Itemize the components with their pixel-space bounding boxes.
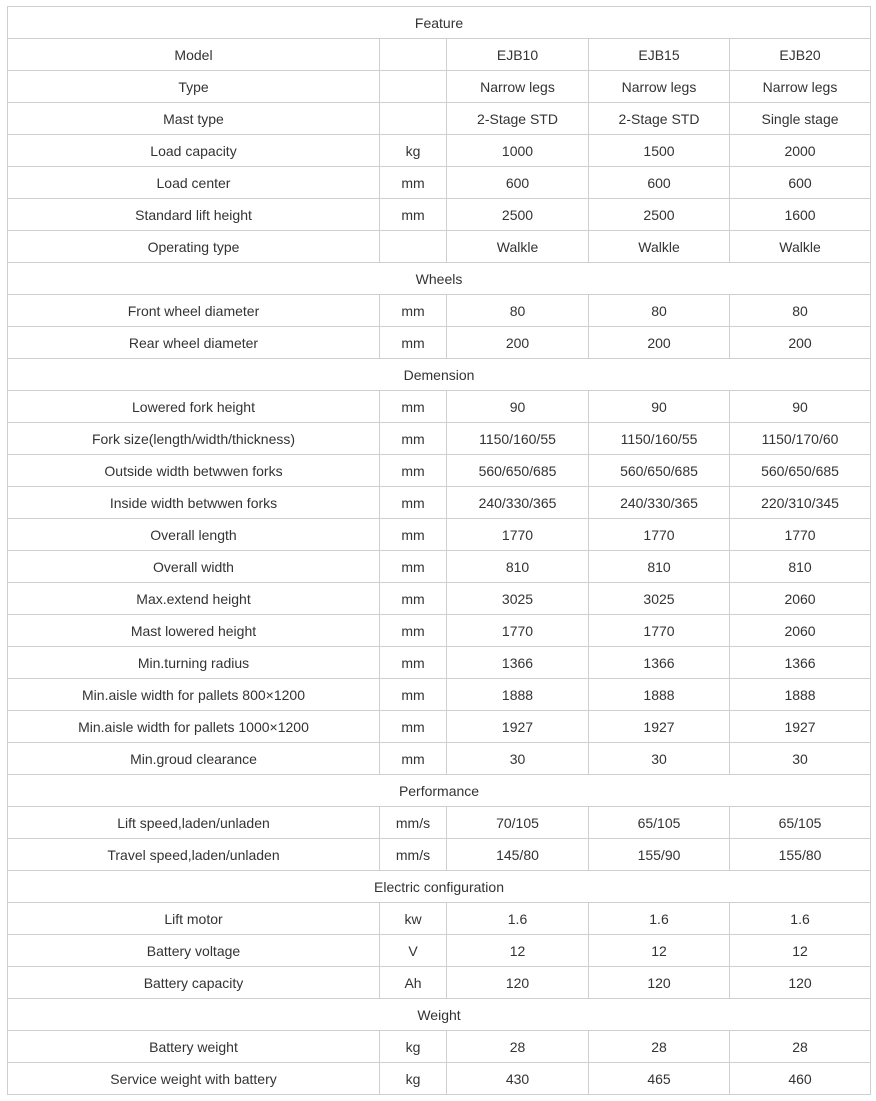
row-label: Service weight with battery <box>8 1063 380 1095</box>
value-cell-model-2: 2-Stage STD <box>589 103 730 135</box>
table-row <box>8 455 871 487</box>
row-unit: mm <box>380 199 447 231</box>
value-cell-model-2: 30 <box>589 743 730 775</box>
value-cell-model-3: 1150/170/60 <box>730 423 871 455</box>
row-unit: kg <box>380 1031 447 1063</box>
row-label: Lift speed,laden/unladen <box>8 807 380 839</box>
value-cell-model-3: 30 <box>730 743 871 775</box>
row-label: Load capacity <box>8 135 380 167</box>
row-unit: kg <box>380 1063 447 1095</box>
value-cell-model-1: 30 <box>447 743 589 775</box>
row-label: Min.groud clearance <box>8 743 380 775</box>
row-label: Battery capacity <box>8 967 380 999</box>
row-unit: kw <box>380 903 447 935</box>
value-cell-model-1: 3025 <box>447 583 589 615</box>
section-title: Wheels <box>8 263 871 295</box>
value-cell-model-1: 810 <box>447 551 589 583</box>
table-row <box>8 295 871 327</box>
value-cell-model-3: 1.6 <box>730 903 871 935</box>
value-cell-model-1: 1770 <box>447 519 589 551</box>
value-cell-model-1: 200 <box>447 327 589 359</box>
row-label: Type <box>8 71 380 103</box>
value-cell-model-1: 1.6 <box>447 903 589 935</box>
table-row <box>8 679 871 711</box>
value-cell-model-1: 12 <box>447 935 589 967</box>
section-title: Performance <box>8 775 871 807</box>
value-cell-model-1: 28 <box>447 1031 589 1063</box>
table-row <box>8 551 871 583</box>
value-cell-model-3: Single stage <box>730 103 871 135</box>
value-cell-model-3: 2060 <box>730 615 871 647</box>
spec-table <box>7 6 871 1095</box>
row-label: Lift motor <box>8 903 380 935</box>
row-unit: mm <box>380 391 447 423</box>
row-unit <box>380 103 447 135</box>
value-cell-model-1: 600 <box>447 167 589 199</box>
section-header-row <box>8 359 871 391</box>
value-cell-model-3: 600 <box>730 167 871 199</box>
table-row <box>8 39 871 71</box>
value-cell-model-2: 1770 <box>589 615 730 647</box>
row-label: Battery weight <box>8 1031 380 1063</box>
value-cell-model-2: 240/330/365 <box>589 487 730 519</box>
value-cell-model-2: Narrow legs <box>589 71 730 103</box>
table-row <box>8 135 871 167</box>
value-cell-model-3: Walkle <box>730 231 871 263</box>
table-row <box>8 647 871 679</box>
table-row <box>8 1063 871 1095</box>
table-row <box>8 103 871 135</box>
table-row <box>8 167 871 199</box>
table-row <box>8 231 871 263</box>
row-unit: mm <box>380 551 447 583</box>
row-label: Load center <box>8 167 380 199</box>
value-cell-model-3: 1366 <box>730 647 871 679</box>
row-unit <box>380 231 447 263</box>
row-label: Fork size(length/width/thickness) <box>8 423 380 455</box>
row-label: Max.extend height <box>8 583 380 615</box>
value-cell-model-3: EJB20 <box>730 39 871 71</box>
value-cell-model-2: 1888 <box>589 679 730 711</box>
value-cell-model-2: 1770 <box>589 519 730 551</box>
row-label: Overall length <box>8 519 380 551</box>
row-unit: mm <box>380 423 447 455</box>
section-header-row <box>8 775 871 807</box>
value-cell-model-2: 1366 <box>589 647 730 679</box>
value-cell-model-1: 1000 <box>447 135 589 167</box>
row-label: Inside width betwwen forks <box>8 487 380 519</box>
value-cell-model-2: 1150/160/55 <box>589 423 730 455</box>
value-cell-model-3: 65/105 <box>730 807 871 839</box>
value-cell-model-3: 810 <box>730 551 871 583</box>
value-cell-model-3: 80 <box>730 295 871 327</box>
table-row <box>8 519 871 551</box>
value-cell-model-1: 1366 <box>447 647 589 679</box>
row-label: Outside width betwwen forks <box>8 455 380 487</box>
value-cell-model-2: 65/105 <box>589 807 730 839</box>
row-label: Min.aisle width for pallets 800×1200 <box>8 679 380 711</box>
table-row <box>8 711 871 743</box>
row-unit: mm <box>380 743 447 775</box>
value-cell-model-1: 1770 <box>447 615 589 647</box>
row-label: Overall width <box>8 551 380 583</box>
value-cell-model-1: 430 <box>447 1063 589 1095</box>
row-unit: mm <box>380 615 447 647</box>
row-unit: mm <box>380 519 447 551</box>
row-label: Lowered fork height <box>8 391 380 423</box>
row-unit: mm <box>380 487 447 519</box>
value-cell-model-3: 460 <box>730 1063 871 1095</box>
row-unit: mm/s <box>380 807 447 839</box>
table-row <box>8 423 871 455</box>
table-row <box>8 807 871 839</box>
row-unit: mm <box>380 679 447 711</box>
value-cell-model-2: 120 <box>589 967 730 999</box>
value-cell-model-1: 70/105 <box>447 807 589 839</box>
value-cell-model-2: 465 <box>589 1063 730 1095</box>
section-header-row <box>8 871 871 903</box>
value-cell-model-2: 2500 <box>589 199 730 231</box>
section-header-row <box>8 7 871 39</box>
row-unit: kg <box>380 135 447 167</box>
table-row <box>8 839 871 871</box>
value-cell-model-2: 200 <box>589 327 730 359</box>
row-label: Rear wheel diameter <box>8 327 380 359</box>
row-label: Model <box>8 39 380 71</box>
value-cell-model-1: 2500 <box>447 199 589 231</box>
value-cell-model-2: 1927 <box>589 711 730 743</box>
value-cell-model-3: 12 <box>730 935 871 967</box>
table-row <box>8 583 871 615</box>
table-row <box>8 1031 871 1063</box>
table-row <box>8 327 871 359</box>
value-cell-model-2: 3025 <box>589 583 730 615</box>
value-cell-model-2: 1500 <box>589 135 730 167</box>
table-row <box>8 743 871 775</box>
row-label: Mast lowered height <box>8 615 380 647</box>
value-cell-model-3: 120 <box>730 967 871 999</box>
value-cell-model-3: 90 <box>730 391 871 423</box>
value-cell-model-3: 1888 <box>730 679 871 711</box>
section-title: Weight <box>8 999 871 1031</box>
row-label: Standard lift height <box>8 199 380 231</box>
row-label: Mast type <box>8 103 380 135</box>
row-label: Min.aisle width for pallets 1000×1200 <box>8 711 380 743</box>
value-cell-model-1: Walkle <box>447 231 589 263</box>
row-unit: mm <box>380 167 447 199</box>
section-title: Electric configuration <box>8 871 871 903</box>
value-cell-model-2: 90 <box>589 391 730 423</box>
row-label: Battery voltage <box>8 935 380 967</box>
value-cell-model-3: 155/80 <box>730 839 871 871</box>
value-cell-model-1: 145/80 <box>447 839 589 871</box>
value-cell-model-3: 2060 <box>730 583 871 615</box>
table-row <box>8 615 871 647</box>
table-row <box>8 199 871 231</box>
section-title: Feature <box>8 7 871 39</box>
value-cell-model-1: 560/650/685 <box>447 455 589 487</box>
table-row <box>8 967 871 999</box>
row-unit <box>380 71 447 103</box>
section-header-row <box>8 999 871 1031</box>
row-label: Front wheel diameter <box>8 295 380 327</box>
row-unit <box>380 39 447 71</box>
value-cell-model-3: 28 <box>730 1031 871 1063</box>
value-cell-model-2: EJB15 <box>589 39 730 71</box>
value-cell-model-1: EJB10 <box>447 39 589 71</box>
value-cell-model-1: 120 <box>447 967 589 999</box>
value-cell-model-3: 220/310/345 <box>730 487 871 519</box>
value-cell-model-3: 1600 <box>730 199 871 231</box>
row-label: Travel speed,laden/unladen <box>8 839 380 871</box>
table-row <box>8 391 871 423</box>
value-cell-model-2: 600 <box>589 167 730 199</box>
row-unit: V <box>380 935 447 967</box>
value-cell-model-2: Walkle <box>589 231 730 263</box>
row-unit: mm/s <box>380 839 447 871</box>
row-unit: mm <box>380 647 447 679</box>
row-label: Operating type <box>8 231 380 263</box>
row-unit: mm <box>380 295 447 327</box>
value-cell-model-1: 1888 <box>447 679 589 711</box>
value-cell-model-2: 155/90 <box>589 839 730 871</box>
value-cell-model-1: 2-Stage STD <box>447 103 589 135</box>
value-cell-model-2: 560/650/685 <box>589 455 730 487</box>
value-cell-model-1: 240/330/365 <box>447 487 589 519</box>
value-cell-model-2: 28 <box>589 1031 730 1063</box>
value-cell-model-2: 12 <box>589 935 730 967</box>
spec-table-body <box>8 7 871 1095</box>
value-cell-model-1: 1150/160/55 <box>447 423 589 455</box>
row-unit: mm <box>380 711 447 743</box>
table-row <box>8 71 871 103</box>
value-cell-model-1: 90 <box>447 391 589 423</box>
row-unit: mm <box>380 327 447 359</box>
value-cell-model-3: 560/650/685 <box>730 455 871 487</box>
value-cell-model-3: Narrow legs <box>730 71 871 103</box>
table-row <box>8 935 871 967</box>
value-cell-model-3: 2000 <box>730 135 871 167</box>
row-unit: mm <box>380 455 447 487</box>
row-unit: mm <box>380 583 447 615</box>
value-cell-model-1: Narrow legs <box>447 71 589 103</box>
value-cell-model-1: 80 <box>447 295 589 327</box>
value-cell-model-3: 1770 <box>730 519 871 551</box>
value-cell-model-1: 1927 <box>447 711 589 743</box>
value-cell-model-3: 200 <box>730 327 871 359</box>
section-title: Demension <box>8 359 871 391</box>
value-cell-model-2: 1.6 <box>589 903 730 935</box>
value-cell-model-2: 810 <box>589 551 730 583</box>
row-label: Min.turning radius <box>8 647 380 679</box>
value-cell-model-2: 80 <box>589 295 730 327</box>
value-cell-model-3: 1927 <box>730 711 871 743</box>
row-unit: Ah <box>380 967 447 999</box>
section-header-row <box>8 263 871 295</box>
table-row <box>8 487 871 519</box>
table-row <box>8 903 871 935</box>
